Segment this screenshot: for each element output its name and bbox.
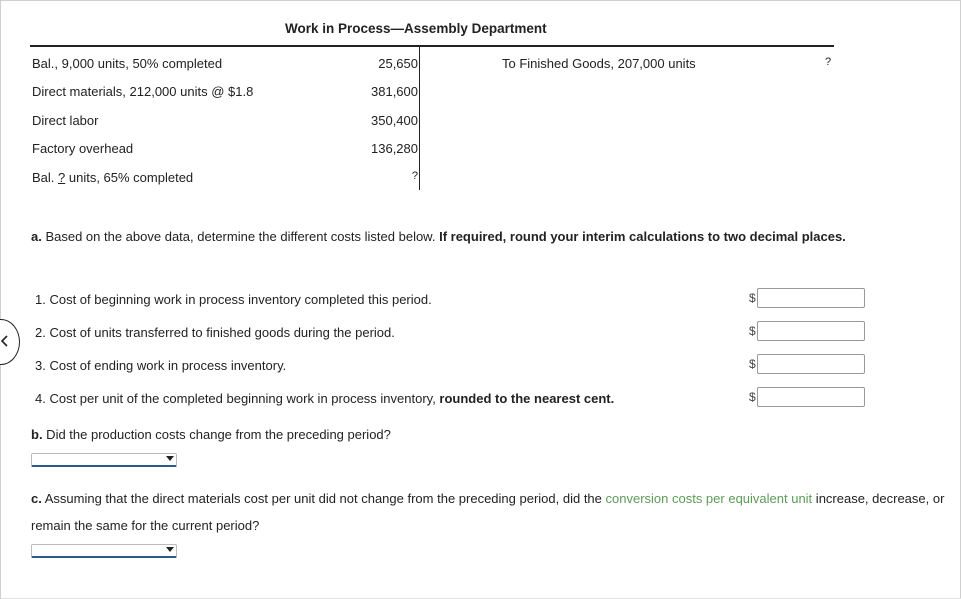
- part-b-text: Did the production costs change from the preceding period?: [42, 427, 391, 442]
- part-a-text: Based on the above data, determine the different costs listed below.: [41, 229, 440, 244]
- conversion-costs-link[interactable]: conversion costs per equivalent unit: [605, 491, 813, 506]
- chevron-left-icon: [0, 334, 9, 348]
- t-account-divider: [419, 47, 420, 190]
- credit-label: To Finished Goods, 207,000 units: [502, 56, 696, 71]
- part-c-text-after: increase, decrease, or remain the same for the current period?: [31, 491, 945, 533]
- question-4-bold-suffix: rounded to the nearest cent.: [439, 391, 615, 406]
- part-c-text-before: Assuming that the direct materials cost per unit did not change from the preceding period, did the: [41, 491, 606, 506]
- currency-symbol-2: $: [749, 324, 756, 338]
- t-account-title: Work in Process—Assembly Department: [285, 21, 547, 36]
- frame-left-border: [0, 0, 1, 599]
- debit-amount-3: 350,400: [371, 113, 418, 128]
- part-b-prefix: b.: [31, 427, 43, 442]
- question-4: [35, 391, 614, 406]
- debit-label-5-suffix: units, 65% completed: [65, 170, 194, 185]
- part-c-question: [31, 485, 953, 539]
- part-a-bold-text: If required, round your interim calculations to two decimal places.: [439, 229, 846, 244]
- debit-label-5: [32, 170, 193, 185]
- debit-amount-1: 25,650: [378, 56, 418, 71]
- answer-input-1[interactable]: [757, 288, 865, 308]
- currency-symbol-4: $: [749, 390, 756, 404]
- part-b-dropdown[interactable]: [31, 453, 177, 467]
- part-c-prefix: c.: [31, 491, 42, 506]
- part-a-instructions: [31, 223, 953, 250]
- credit-amount: ?: [825, 56, 832, 68]
- frame-top-border: [0, 0, 961, 1]
- debit-label-2: Direct materials, 212,000 units @ $1.8: [32, 84, 254, 99]
- t-account-top-rule: [30, 45, 834, 47]
- answer-input-2[interactable]: [757, 321, 865, 341]
- question-3: 3. Cost of ending work in process inventory.: [35, 358, 287, 373]
- debit-amount-4: 136,280: [371, 141, 418, 156]
- question-4-text: 4. Cost per unit of the completed beginning work in process inventory,: [35, 391, 440, 406]
- debit-label-5-unknown: ?: [58, 170, 66, 185]
- part-c-dropdown[interactable]: [31, 544, 177, 558]
- dropdown-arrow-icon: [166, 456, 174, 461]
- currency-symbol-1: $: [749, 291, 756, 305]
- dropdown-arrow-icon: [166, 547, 174, 552]
- part-b-question: [31, 421, 391, 448]
- debit-label-5-prefix: Bal.: [32, 170, 59, 185]
- question-1: 1. Cost of beginning work in process inventory completed this period.: [35, 292, 432, 307]
- answer-input-3[interactable]: [757, 354, 865, 374]
- debit-amount-5: ?: [411, 170, 418, 182]
- part-a-prefix: a.: [31, 229, 42, 244]
- debit-amount-2: 381,600: [371, 84, 418, 99]
- question-2: 2. Cost of units transferred to finished goods during the period.: [35, 325, 395, 340]
- answer-input-4[interactable]: [757, 387, 865, 407]
- debit-label-4: Factory overhead: [32, 141, 134, 156]
- debit-label-1: Bal., 9,000 units, 50% completed: [32, 56, 223, 71]
- debit-label-3: Direct labor: [32, 113, 99, 128]
- currency-symbol-3: $: [749, 357, 756, 371]
